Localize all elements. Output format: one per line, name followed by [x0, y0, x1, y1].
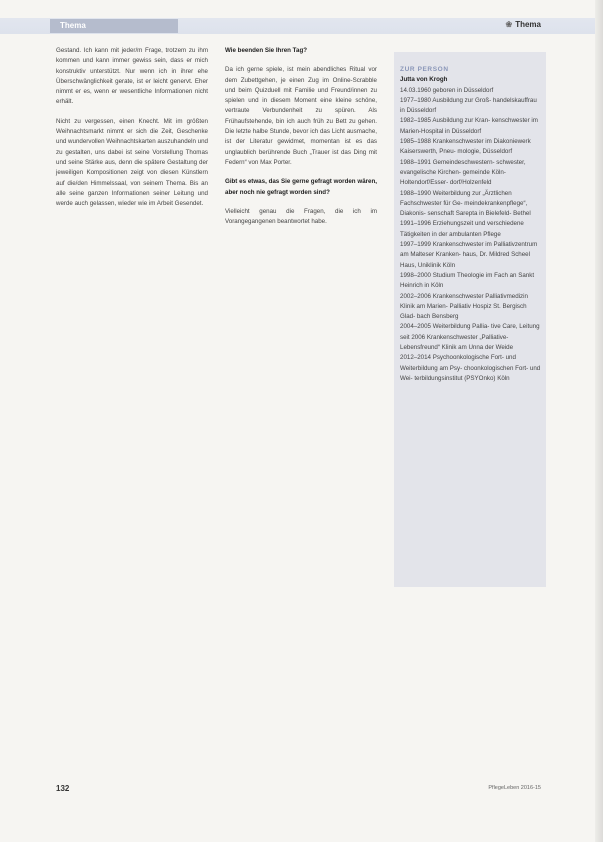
sidebar-heading: ZUR PERSON: [400, 66, 449, 73]
paragraph: Nicht zu vergessen, einen Knecht. Mit im größten Weihnachtsmarkt nimmt er sich die Zeit, Geschenke und wundervollen Weihnachtskarten auszuhandeln und zu gestalten, uns dabei ist seine Vorstellung Thomas und seine Stärke aus, denn die spätere Gestaltung der jeweiligen Kompositionen zeigt von diesen Künstlern auf die/den Himmelssaal, von seinem Thema. Bis an alle seine ganzen Informationen seiner Leitung und werde auch gelassen, wieder wie im Arbeit Gesendet.: [56, 117, 208, 208]
cv-entry: 1998–2000 Studium Theologie im Fach an Sankt Heinrich in Köln: [400, 271, 535, 290]
section-tab: Thema: [50, 19, 178, 33]
cv-entry: 1997–1999 Krankenschwester im Palliativzentrum am Malteser Kranken- haus, Dr. Mildred Scheel Haus, Uniklinik Köln: [400, 241, 538, 269]
cv-entry: 1977–1980 Ausbildung zur Groß- handelskauffrau in Düsseldorf: [400, 96, 537, 115]
cv-entry: 1988–1990 Weiterbildung zur „Ärztlichen Fachschwester für Ge- meindekrankenpflege“, Diakonis- senschaft Sarepta in Bielefeld- Bethel: [400, 189, 531, 218]
cv-entry: 1988–1991 Gemeindeschwestern- schwester, evangelische Kirchen- gemeinde Köln-Holtendorf/Esser- dorf/Holzenfeld: [400, 158, 526, 187]
cv-entry: seit 2006 Krankenschwester „Palliative-Lebensfreund“ Klinik am Unna der Weide: [400, 333, 514, 352]
cv-entry: 2004–2005 Weiterbildung Pallia- tive Care, Leitung: [400, 323, 540, 331]
cv-entry: 1985–1988 Krankenschwester im Diakoniewerk Kaiserswerth, Pneu- mologie, Düsseldorf: [400, 138, 531, 156]
issue-label: PflegeLeben 2016-15: [488, 785, 541, 791]
person-sidebar: [394, 52, 546, 587]
person-name: Jutta von Krogh: [400, 76, 448, 84]
header-right: [506, 20, 542, 29]
header-right-label: Thema: [515, 20, 541, 29]
cv-entry: 2012–2014 Psychoonkologische Fort- und Weiterbildung am Psy- choonkologischen Fort- und Wei- terbildungsinstitut (PSYOnko) Köln: [400, 354, 541, 382]
cv-entry: 1991–1996 Erziehungszeit und verschiedene Tätigkeiten in der ambulanten Pflege: [400, 220, 524, 238]
page-number: 132: [56, 784, 70, 793]
column-2: [225, 46, 377, 236]
sidebar-content: [400, 65, 542, 384]
cv-entry: 14.03.1960 geboren in Düsseldorf: [400, 86, 494, 94]
flower-icon: ❀: [505, 20, 513, 29]
question-heading: Gibt es etwas, das Sie gerne gefragt worden wären, aber noch nie gefragt worden sind?: [225, 178, 377, 196]
answer-paragraph: Da ich gerne spiele, ist mein abendliches Ritual vor dem Zubettgehen, je einen Zug im Online-Scrabble und beim Quizduell mit Familie und Freund/innen zu spielen und in diesem Moment eine kleine schöne, vertraute Verbundenheit zu spüren. Als Frühaufstehende, bin ich auch früh zu Bett zu gehen. Die letzte halbe Stunde, bevor ich das Licht ausmache, ist der Literatur gewidmet, momentan ist es das unglaublich berührende Buch „Trauer ist das Ding mit Federn“ von Max Porter.: [225, 66, 377, 166]
cv-entry: 1982–1985 Ausbildung zur Kran- kenschwester im Marien-Hospital in Düsseldorf: [400, 117, 538, 135]
paragraph: Gestand. Ich kann mit jeder/m Frage, trotzem zu ihm kommen und kann immer gewiss sein, dass er mich konstruktiv unterstützt. Nur wenn ich in ihrer ehe Überschwänglichkeit gerate, ist er leicht genervt. Eher nimmt er es, wenn er wesentliche Informationen nicht erhält.: [56, 47, 208, 106]
column-1: [56, 46, 208, 218]
answer-paragraph: Vielleicht genau die Fragen, die ich im Vorangegangenen beantwortet habe.: [225, 207, 377, 226]
cv-entry: 2002–2006 Krankenschwester Palliativmedizin Klinik am Marien- Palliativ Hospiz St. Bergisch Glad- bach Bensberg: [400, 292, 528, 321]
question-heading: Wie beenden Sie Ihren Tag?: [225, 47, 307, 54]
page-edge: [595, 0, 603, 842]
